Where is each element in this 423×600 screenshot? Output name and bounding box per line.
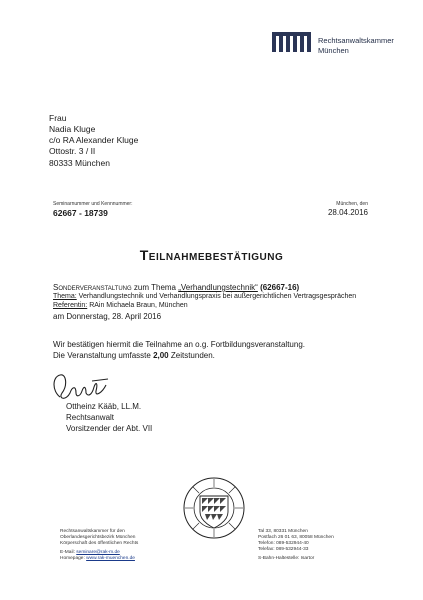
homepage-link[interactable]: www.rak-muenchen.de [86,556,135,561]
thema-line [53,293,356,302]
logo-org-line1: Rechtsanwaltskammer [318,36,394,45]
referent-line [53,302,188,311]
recipient-care-of: c/o RA Alexander Kluge [49,135,139,145]
logo-org-line2: München [318,46,349,55]
footer-left-line1: Rechtsanwaltskammer für den [60,529,125,534]
confirmation-suffix: Zeitstunden. [168,351,215,360]
signatory-role: Rechtsanwalt [66,413,115,422]
event-topic-code: (62667-16) [257,283,300,292]
signatory-position: Vorsitzender der Abt. VII [66,424,153,433]
event-topic-prefix: zum Thema [131,283,179,292]
recipient-street: Ottostr. 3 / II [49,146,96,156]
event-date: am Donnerstag, 28. April 2016 [53,312,162,321]
footer-right-line5: S-Bahn-Haltestelle: Isartor [258,556,315,561]
seminar-number-label: Seminarnummer und Kennnummer: [53,201,133,207]
signature-icon [46,371,116,403]
referent-text: RAin Michaela Braun, München [87,302,188,309]
event-topic-name: „Verhandlungstechnik“ [178,283,258,292]
confirmation-prefix: Die Veranstaltung umfasste [53,351,154,360]
footer-homepage-line [60,556,135,562]
thema-text: Verhandlungstechnik und Verhandlungspraxis bei außergerichtlichen Vertragsgesprächen [76,293,357,300]
footer-right-line4: Telefax: 089-532944-33 [258,547,309,552]
thema-label: Thema: [53,293,77,300]
issue-date: 28.04.2016 [327,208,368,217]
seminar-number-value: 62667 - 18739 [53,208,108,218]
rak-logo-icon [272,30,314,54]
homepage-label: Homepage: [60,556,87,561]
recipient-city: 80333 München [49,158,110,168]
footer-right-line3: Telefon: 089-532944-40 [258,541,309,546]
document-title: Teilnahmebestätigung [139,247,284,263]
place-date-label: München, den [336,201,368,207]
footer-right-line2: Postfach 26 01 63, 80058 München [258,535,334,540]
email-label: E-Mail: [60,550,77,555]
footer-left-line2: Oberlandesgerichtsbezirk München [60,535,136,540]
official-seal-icon [181,476,247,540]
event-line [53,283,299,293]
event-kind: Sonderveranstaltung [53,283,132,292]
confirmation-hours: 2,00 [153,351,169,360]
footer-left-line3: Körperschaft des öffentlichen Rechts [60,541,139,546]
recipient-name: Nadia Kluge [49,124,96,134]
signatory-name: Ottheinz Kääb, LL.M. [66,402,142,411]
footer-right-line1: Tal 33, 80331 München [258,529,308,534]
recipient-salutation: Frau [49,113,67,123]
referent-label: Referentin: [53,302,88,309]
confirmation-line2 [53,351,215,361]
email-link[interactable]: seminare@rak-m.de [76,550,120,555]
confirmation-line1: Wir bestätigen hiermit die Teilnahme an o.g. Fortbildungsveranstaltung. [53,340,305,349]
